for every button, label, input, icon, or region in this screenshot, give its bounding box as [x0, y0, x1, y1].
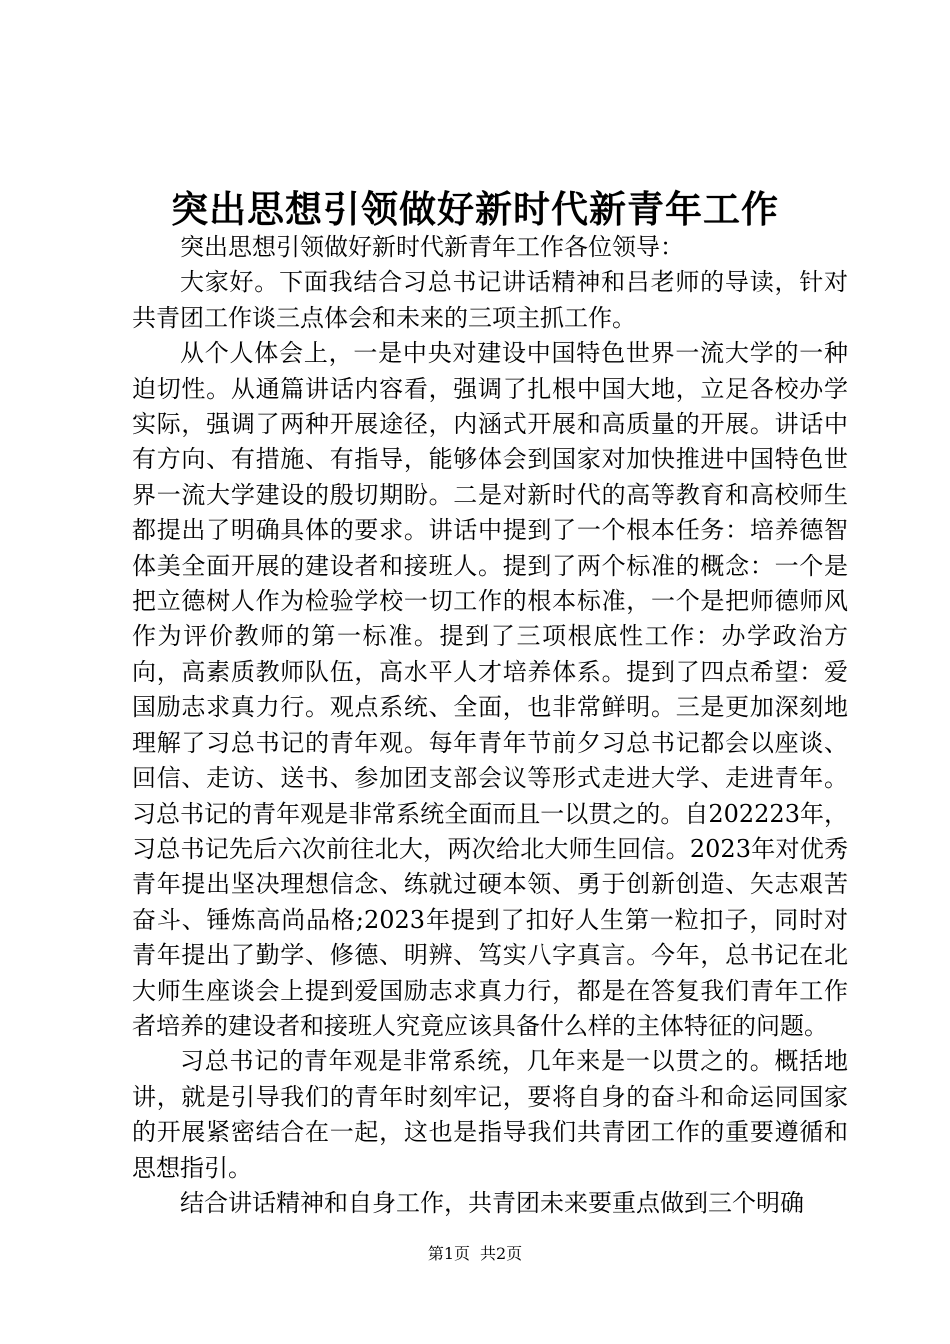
page-footer — [0, 1243, 950, 1265]
document-body — [132, 230, 848, 1221]
document-title: 突出思想引领做好新时代新青年工作 — [171, 187, 779, 231]
paragraph-salutation: 突出思想引领做好新时代新青年工作各位领导： — [180, 233, 684, 261]
paragraph-greeting: 大家好。下面我结合习总书记讲话精神和吕老师的导读，针对共青团工作谈三点体会和未来的三项主抓工作。 — [132, 268, 848, 332]
paragraph-personal-insights: 从个人体会上，一是中央对建设中国特色世界一流大学的一种迫切性。从通篇讲话内容看，强调了扎根中国大地，立足各校办学实际，强调了两种开展途径，内涵式开展和高质量的开展。讲话中有方向、有措施、有指导，能够体会到国家对加快推进中国特色世界一流大学建设的殷切期盼。二是对新时代的高等教育和高校师生都提出了明确具体的要求。讲话中提到了一个根本任务：培养德智体美全面开展的建设者和接班人。提到了两个标准的概念：一个是把立德树人作为检验学校一切工作的根本标准，一个是把师德师风作为评价教师的第一标准。提到了三项根底性工作：办学政治方向，高素质教师队伍，高水平人才培养体系。提到了四点希望：爱国励志求真力行。观点系统、全面，也非常鲜明。三是更加深刻地理解了习总书记的青年观。每年青年节前夕习总书记都会以座谈、回信、走访、送书、参加团支部会议等形式走进大学、走进青年。习总书记的青年观是非常系统全面而且一以贯之的。自202223年，习总书记先后六次前往北大，两次给北大师生回信。2023年对优秀青年提出坚决理想信念、练就过硬本领、勇于创新创造、矢志艰苦奋斗、锤炼高尚品格;2023年提到了扣好人生第一粒扣子，同时对青年提出了勤学、修德、明辨、笃实八字真言。今年，总书记在北大师生座谈会上提到爱国励志求真力行，都是在答复我们青年工作者培养的建设者和接班人究竟应该具备什么样的主体特征的问题。 — [132, 339, 848, 1040]
page-number-total: 共2页 — [480, 1244, 523, 1263]
paragraph-future-work: 结合讲话精神和自身工作，共青团未来要重点做到三个明确 — [180, 1188, 804, 1217]
paragraph-youth-view: 习总书记的青年观是非常系统，几年来是一以贯之的。概括地讲，就是引导我们的青年时刻牢记，要将自身的奋斗和命运同国家的开展紧密结合在一起，这也是指导我们共青团工作的重要遵循和思想指引。 — [132, 1047, 848, 1182]
page-number-current: 第1页 — [427, 1244, 470, 1263]
